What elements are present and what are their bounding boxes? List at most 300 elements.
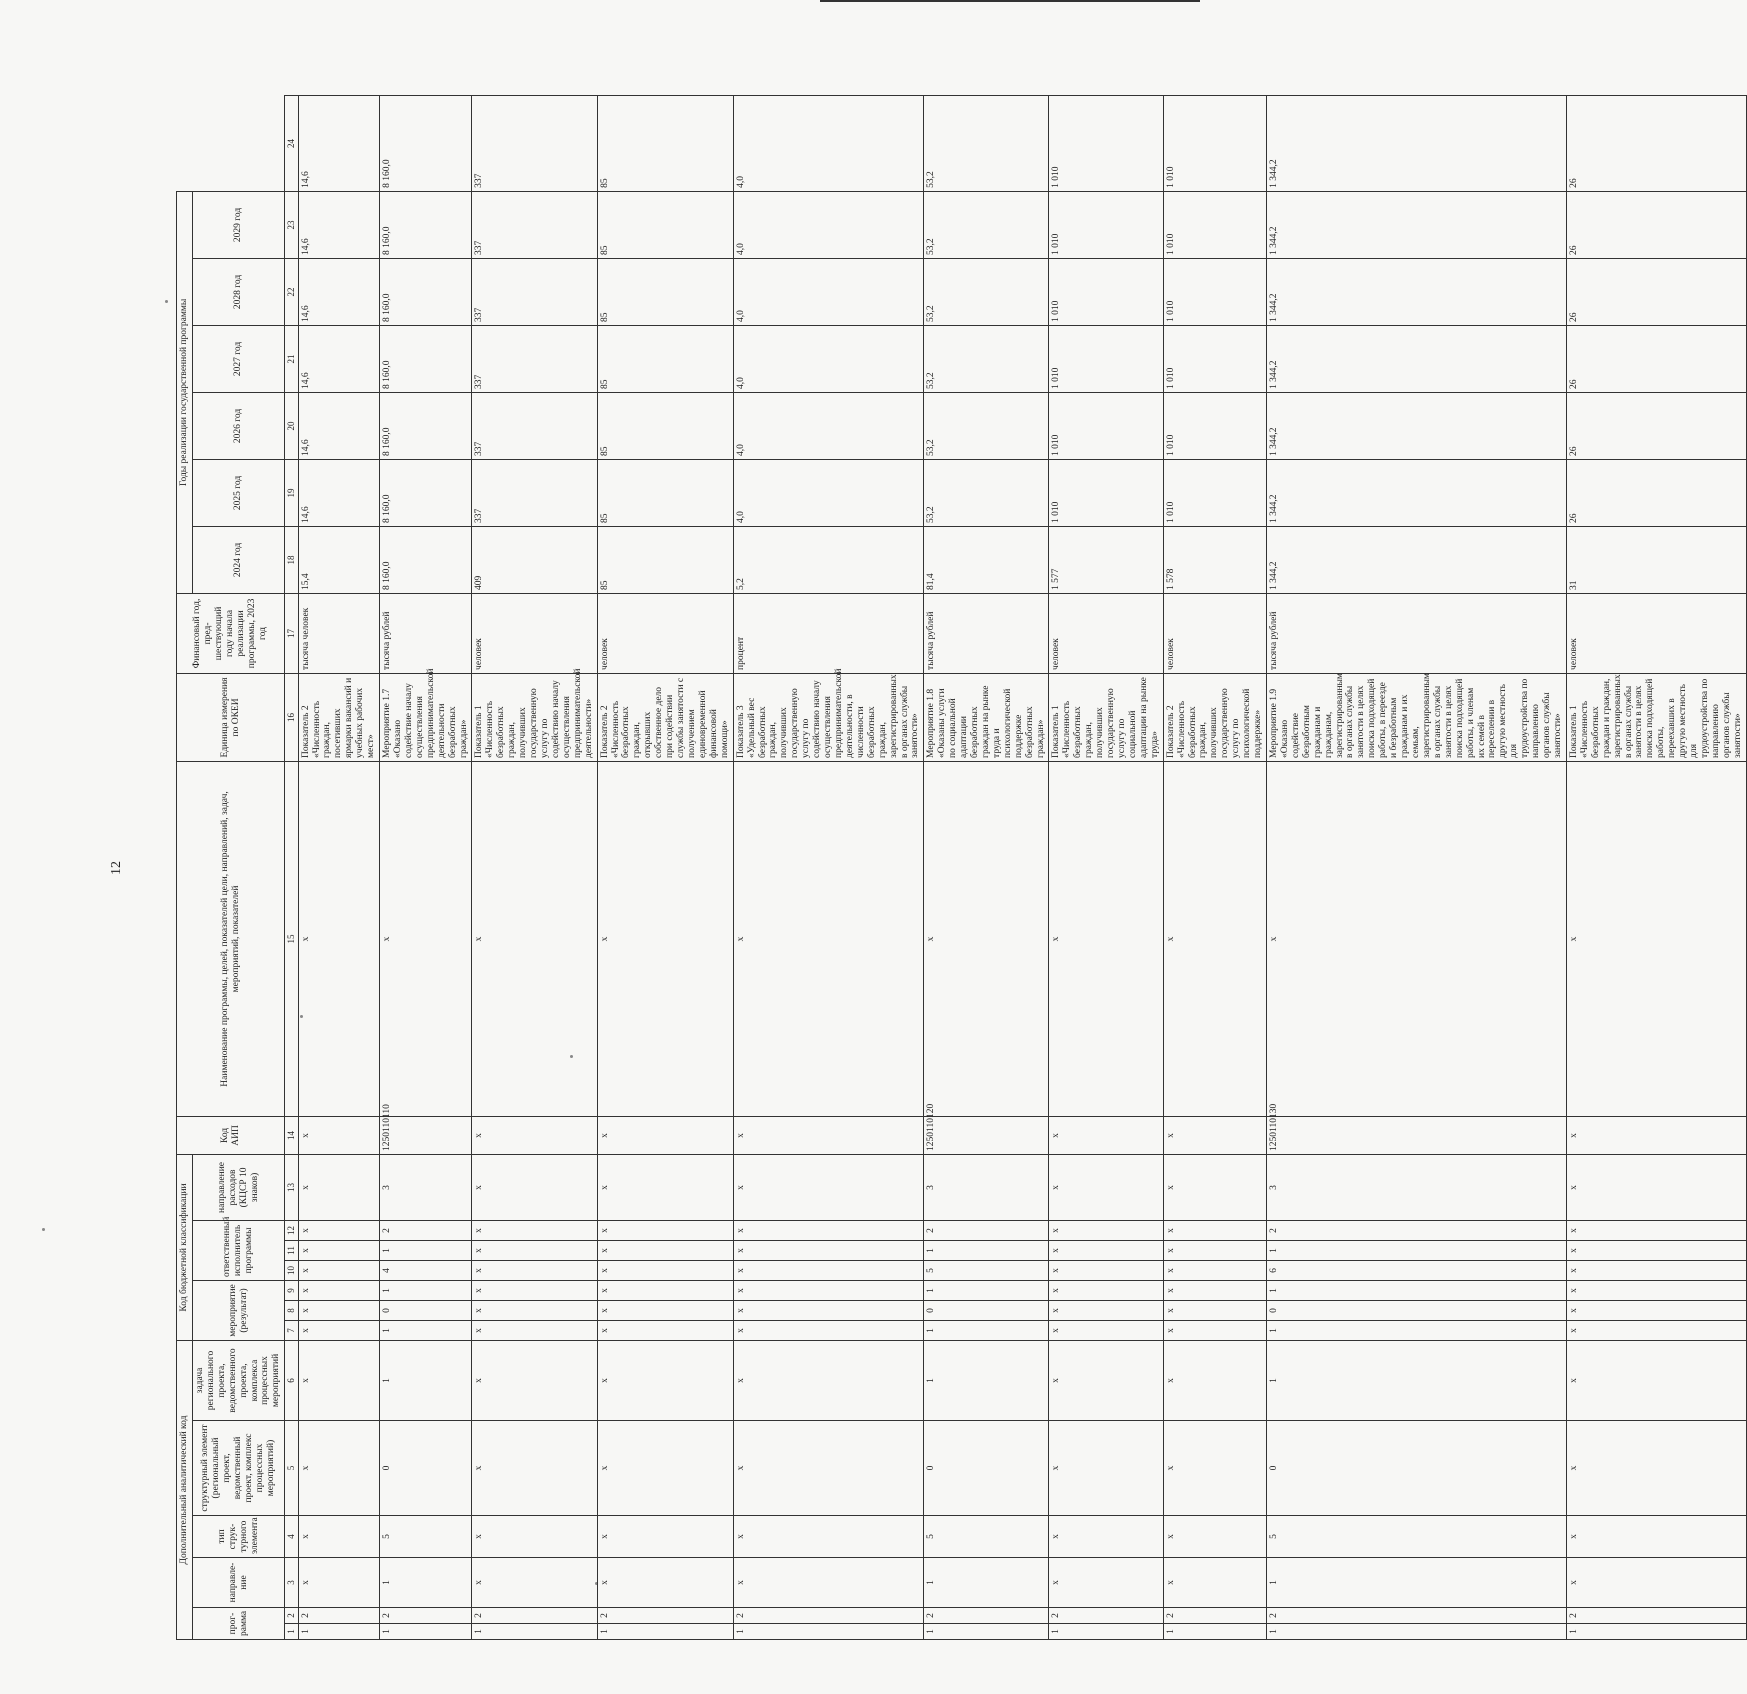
value-cell: 1 344,2 (1267, 325, 1567, 392)
code-cell: x (298, 1220, 379, 1240)
column-number: 2 (285, 1608, 298, 1624)
code-cell: 1 (1049, 1624, 1163, 1640)
code-cell: 1 (472, 1624, 597, 1640)
header-year: 2026 год (192, 392, 284, 459)
scan-speck (165, 300, 168, 303)
value-cell: 85 (597, 325, 733, 392)
code-cell: x (1163, 1558, 1266, 1608)
code-cell: 3 (1267, 1154, 1567, 1220)
table-row (380, 96, 472, 1640)
header-year: 2024 год (192, 526, 284, 593)
code-cell: x (1566, 1240, 1746, 1260)
value-cell: 85 (597, 526, 733, 593)
row-unit: человек (472, 593, 597, 673)
code-cell: 1 (298, 1624, 379, 1640)
code-cell: x (1163, 1340, 1266, 1420)
code-cell: 0 (1267, 1300, 1567, 1320)
column-number: 4 (285, 1516, 298, 1558)
code-cell: 1 (380, 1280, 472, 1300)
value-cell: 15,4 (298, 526, 379, 593)
code-cell: 1 (597, 1624, 733, 1640)
row-unit: процент (733, 593, 924, 673)
code-cell: 3 (380, 1154, 472, 1220)
value-cell: 1 010 (1163, 258, 1266, 325)
code-cell: x (1049, 1320, 1163, 1340)
value-cell: 1 010 (1049, 96, 1163, 192)
code-cell: x (1049, 1340, 1163, 1420)
value-cell: 1 010 (1163, 459, 1266, 526)
value-cell: 53,2 (924, 325, 1049, 392)
header-budget-code: Код бюджетной классификации (177, 1154, 193, 1340)
code-cell: x (1049, 761, 1163, 1116)
value-cell: 26 (1566, 392, 1746, 459)
code-cell: x (597, 1240, 733, 1260)
code-cell: x (733, 1340, 924, 1420)
code-cell: 1 (380, 1558, 472, 1608)
header-fin-year: Финансовый год, пред-шествующий году начала реализации программы, 2023 год (177, 593, 285, 673)
code-cell: 1250110130 (1267, 1116, 1567, 1154)
table-row (597, 96, 733, 1640)
code-cell: 1 (1267, 1624, 1567, 1640)
value-cell: 26 (1566, 258, 1746, 325)
column-number: 20 (285, 392, 298, 459)
code-cell: x (1163, 1320, 1266, 1340)
value-cell: 53,2 (924, 191, 1049, 258)
value-cell: 4,0 (733, 325, 924, 392)
code-cell: x (733, 1260, 924, 1280)
code-cell: x (298, 1558, 379, 1608)
code-cell: x (597, 1320, 733, 1340)
code-cell: x (472, 1421, 597, 1516)
row-name: Мероприятие 1.8 «Оказаны услуги по социальной адаптации безработных граждан на рынке труда и психологической поддержке безработных граждан» (924, 673, 1049, 761)
code-cell: 5 (380, 1516, 472, 1558)
value-cell: 1 344,2 (1267, 96, 1567, 192)
row-name: Показатель 3 «Удельный вес безработных граждан, получивших государственную услугу по содействию началу осуществления предпринимательской деятельности, в численности безработных граждан, зарегистрированных в органах службы занятости» (733, 673, 924, 761)
value-cell: 4,0 (733, 258, 924, 325)
code-cell: 2 (472, 1608, 597, 1624)
value-cell: 4,0 (733, 191, 924, 258)
column-number: 19 (285, 459, 298, 526)
column-number: 21 (285, 325, 298, 392)
code-cell: x (298, 1421, 379, 1516)
row-name: Показатель 1 «Численность безработных граждан, получивших государственную услугу по содействию началу осуществления предпринимательской деятельности» (472, 673, 597, 761)
header-year: 2025 год (192, 459, 284, 526)
code-cell: x (733, 761, 924, 1116)
program-table (176, 95, 1747, 1640)
value-cell: 337 (472, 258, 597, 325)
column-number: 12 (285, 1220, 298, 1240)
value-cell: 1 010 (1049, 191, 1163, 258)
row-unit: тысяча рублей (924, 593, 1049, 673)
value-cell: 26 (1566, 96, 1746, 192)
column-number: 23 (285, 191, 298, 258)
value-cell: 85 (597, 258, 733, 325)
code-cell: 0 (380, 1300, 472, 1320)
code-cell: 1 (924, 1240, 1049, 1260)
value-cell: 8 160,0 (380, 526, 472, 593)
column-number: 3 (285, 1558, 298, 1608)
column-numbers-row (285, 96, 298, 1640)
row-name: Показатель 1 «Численность безработных граждан, получивших государственную услугу по социальной адаптации на рынке труда» (1049, 673, 1163, 761)
code-cell: x (298, 1260, 379, 1280)
value-cell: 1 344,2 (1267, 526, 1567, 593)
value-cell: 1 344,2 (1267, 392, 1567, 459)
value-cell: 337 (472, 459, 597, 526)
code-cell: x (597, 1154, 733, 1220)
value-cell: 26 (1566, 325, 1746, 392)
header-program: прог-рамма (192, 1608, 284, 1640)
value-cell: 8 160,0 (380, 392, 472, 459)
code-cell: x (1163, 1154, 1266, 1220)
code-cell: x (597, 1340, 733, 1420)
code-cell: x (1163, 1280, 1266, 1300)
value-cell: 1 577 (1049, 526, 1163, 593)
code-cell: 2 (1163, 1608, 1266, 1624)
code-cell: x (597, 1116, 733, 1154)
table-row (472, 96, 597, 1640)
code-cell: x (597, 1421, 733, 1516)
code-cell: x (1163, 1220, 1266, 1240)
row-unit: человек (1566, 593, 1746, 673)
column-number: 15 (285, 761, 298, 1116)
code-cell: x (1163, 761, 1266, 1116)
row-name: Показатель 2 «Численность безработных граждан, открывших собственное дело при содействии службы занятости с получением единовременной финансовой помощи» (597, 673, 733, 761)
code-cell: 4 (380, 1260, 472, 1280)
column-number: 7 (285, 1320, 298, 1340)
value-cell: 337 (472, 325, 597, 392)
code-cell: x (472, 1558, 597, 1608)
value-cell: 337 (472, 191, 597, 258)
code-cell: x (1566, 761, 1746, 1116)
code-cell: 0 (380, 1421, 472, 1516)
code-cell: x (1163, 1240, 1266, 1260)
column-number: 14 (285, 1116, 298, 1154)
code-cell: x (472, 1260, 597, 1280)
code-cell: 1 (380, 1340, 472, 1420)
code-cell: 1 (924, 1558, 1049, 1608)
code-cell: x (1566, 1280, 1746, 1300)
code-cell: x (1163, 1516, 1266, 1558)
code-cell: 1 (1566, 1624, 1746, 1640)
code-cell: 2 (1049, 1608, 1163, 1624)
code-cell: 1 (1163, 1624, 1266, 1640)
code-cell: x (733, 1558, 924, 1608)
value-cell: 81,4 (924, 526, 1049, 593)
code-cell: x (733, 1320, 924, 1340)
table-row (1163, 96, 1266, 1640)
code-cell: x (733, 1300, 924, 1320)
value-cell: 1 010 (1163, 392, 1266, 459)
code-cell: x (298, 1300, 379, 1320)
code-cell: x (1163, 1421, 1266, 1516)
value-cell: 8 160,0 (380, 96, 472, 192)
code-cell: 1250110120 (924, 1116, 1049, 1154)
code-cell: 1 (924, 1280, 1049, 1300)
value-cell: 8 160,0 (380, 258, 472, 325)
value-cell: 85 (597, 392, 733, 459)
header-type: тип струк-турного элемента (192, 1516, 284, 1558)
header-name: Наименование программы, целей, показателей цели, направлений, задач, мероприятий, показателей (177, 761, 285, 1116)
value-cell: 1 344,2 (1267, 258, 1567, 325)
table-row (924, 96, 1049, 1640)
value-cell: 53,2 (924, 96, 1049, 192)
code-cell: x (924, 761, 1049, 1116)
code-cell: x (298, 1320, 379, 1340)
code-cell: x (472, 1320, 597, 1340)
value-cell: 8 160,0 (380, 325, 472, 392)
code-cell: 3 (924, 1154, 1049, 1220)
code-cell: 1 (1267, 1558, 1567, 1608)
code-cell: x (733, 1280, 924, 1300)
column-number: 6 (285, 1340, 298, 1420)
code-cell: 2 (1267, 1220, 1567, 1240)
value-cell: 8 160,0 (380, 459, 472, 526)
column-number: 11 (285, 1240, 298, 1260)
code-cell: 2 (1566, 1608, 1746, 1624)
row-unit: тысяча рублей (1267, 593, 1567, 673)
column-number: 17 (285, 593, 298, 673)
value-cell: 1 010 (1163, 96, 1266, 192)
column-number: 16 (285, 673, 298, 761)
code-cell: 0 (924, 1421, 1049, 1516)
code-cell: 1 (380, 1320, 472, 1340)
code-cell: 2 (1267, 1608, 1567, 1624)
code-cell: x (1049, 1516, 1163, 1558)
code-cell: x (1049, 1280, 1163, 1300)
code-cell: x (1566, 1116, 1746, 1154)
rotated-table-wrapper (176, 95, 1743, 1640)
code-cell: 2 (733, 1608, 924, 1624)
value-cell: 85 (597, 96, 733, 192)
value-cell: 1 010 (1049, 258, 1163, 325)
code-cell: x (597, 1300, 733, 1320)
code-cell: x (472, 1154, 597, 1220)
value-cell: 14,6 (298, 325, 379, 392)
code-cell: x (298, 1240, 379, 1260)
code-cell: x (472, 1220, 597, 1240)
code-cell: x (733, 1116, 924, 1154)
code-cell: x (1566, 1421, 1746, 1516)
value-cell: 14,6 (298, 258, 379, 325)
code-cell: x (472, 1116, 597, 1154)
column-number: 9 (285, 1280, 298, 1300)
header-year: 2028 год (192, 258, 284, 325)
value-cell: 1 578 (1163, 526, 1266, 593)
header-years: Годы реализации государственной программы (177, 191, 193, 593)
code-cell: x (597, 1220, 733, 1240)
row-unit: тысяча человек (298, 593, 379, 673)
code-cell: x (472, 1240, 597, 1260)
code-cell: x (733, 1220, 924, 1240)
value-cell: 53,2 (924, 459, 1049, 526)
value-cell: 1 010 (1163, 191, 1266, 258)
column-number: 13 (285, 1154, 298, 1220)
value-cell: 53,2 (924, 258, 1049, 325)
column-number: 1 (285, 1624, 298, 1640)
column-number: 10 (285, 1260, 298, 1280)
code-cell: x (597, 1558, 733, 1608)
code-cell: x (733, 1516, 924, 1558)
code-cell: 1 (380, 1240, 472, 1260)
code-cell: x (1566, 1260, 1746, 1280)
code-cell: x (1566, 1558, 1746, 1608)
code-cell: x (1049, 1116, 1163, 1154)
code-cell: 5 (924, 1260, 1049, 1280)
page-number: 12 (109, 861, 124, 875)
code-cell: 1 (733, 1624, 924, 1640)
code-cell: 6 (1267, 1260, 1567, 1280)
header-executor: ответственный исполнитель программы (192, 1220, 284, 1280)
table-row (1049, 96, 1163, 1640)
value-cell: 14,6 (298, 459, 379, 526)
value-cell: 1 010 (1049, 459, 1163, 526)
table-row (1267, 96, 1567, 1640)
row-name: Показатель 2 «Численность граждан, посетивших ярмарки вакансий и учебных рабочих мест» (298, 673, 379, 761)
table-row (1566, 96, 1746, 1640)
code-cell: x (1566, 1320, 1746, 1340)
top-edge-line (820, 0, 1200, 2)
code-cell: 1 (1267, 1340, 1567, 1420)
value-cell: 1 010 (1049, 392, 1163, 459)
code-cell: 2 (298, 1608, 379, 1624)
code-cell: 1 (924, 1624, 1049, 1640)
code-cell: 5 (1267, 1516, 1567, 1558)
header-year: 2029 год (192, 191, 284, 258)
code-cell: x (380, 761, 472, 1116)
code-cell: x (472, 1340, 597, 1420)
row-name: Показатель 2 «Численность безработных граждан, получивших государственную услугу по психологической поддержке» (1163, 673, 1266, 761)
header-year: 2027 год (192, 325, 284, 392)
value-cell: 14,6 (298, 392, 379, 459)
code-cell: x (1049, 1300, 1163, 1320)
header-unit: Единица измерения по ОКЕИ (177, 673, 285, 761)
value-cell: 1 010 (1163, 325, 1266, 392)
header-direction: направле-ние (192, 1558, 284, 1608)
code-cell: x (1267, 761, 1567, 1116)
table-body (298, 96, 1746, 1640)
value-cell: 1 010 (1049, 325, 1163, 392)
table-row (733, 96, 924, 1640)
row-unit: человек (1163, 593, 1266, 673)
code-cell: x (733, 1154, 924, 1220)
value-cell: 5,2 (733, 526, 924, 593)
code-cell: x (472, 761, 597, 1116)
code-cell: 0 (924, 1300, 1049, 1320)
code-cell: x (1566, 1340, 1746, 1420)
code-cell: 1 (924, 1320, 1049, 1340)
code-cell: 1 (1267, 1280, 1567, 1300)
value-cell: 85 (597, 459, 733, 526)
code-cell: x (733, 1240, 924, 1260)
code-cell: x (597, 1516, 733, 1558)
value-cell: 4,0 (733, 392, 924, 459)
code-cell: x (1049, 1421, 1163, 1516)
code-cell: 1 (924, 1340, 1049, 1420)
code-cell: x (298, 1516, 379, 1558)
code-cell: x (1163, 1260, 1266, 1280)
value-cell: 31 (1566, 526, 1746, 593)
row-unit: человек (597, 593, 733, 673)
value-cell: 1 344,2 (1267, 459, 1567, 526)
column-number: 5 (285, 1421, 298, 1516)
value-cell: 8 160,0 (380, 191, 472, 258)
header-additional-code: Дополнительный аналитический код (177, 1340, 193, 1639)
code-cell: 2 (380, 1608, 472, 1624)
code-cell: x (472, 1300, 597, 1320)
value-cell: 4,0 (733, 96, 924, 192)
code-cell: 2 (597, 1608, 733, 1624)
value-cell: 85 (597, 191, 733, 258)
header-expense: направление расходов (КЦСР 10 знаков) (192, 1154, 284, 1220)
code-cell: x (597, 1280, 733, 1300)
code-cell: x (298, 1340, 379, 1420)
code-cell: x (1049, 1558, 1163, 1608)
code-cell: 0 (1267, 1421, 1567, 1516)
value-cell: 14,6 (298, 191, 379, 258)
code-cell: x (1163, 1300, 1266, 1320)
value-cell: 26 (1566, 459, 1746, 526)
code-cell: x (472, 1280, 597, 1300)
header-struct: структурный элемент (региональный проект, ведомственный проект, комплекс процессных мероприятий) (192, 1421, 284, 1516)
code-cell: x (298, 1280, 379, 1300)
table-row (298, 96, 379, 1640)
code-cell: 2 (380, 1220, 472, 1240)
code-cell: x (1566, 1154, 1746, 1220)
scan-speck (42, 1228, 45, 1231)
value-cell: 14,6 (298, 96, 379, 192)
code-cell: 5 (924, 1516, 1049, 1558)
code-cell: x (1049, 1220, 1163, 1240)
code-cell: 1250110110 (380, 1116, 472, 1154)
code-cell: x (1566, 1220, 1746, 1240)
code-cell: x (298, 1154, 379, 1220)
row-unit: человек (1049, 593, 1163, 673)
header-task: задача регионального проекта, ведомственного проекта, комплекса процессных мероприятий (192, 1340, 284, 1420)
code-cell: x (298, 761, 379, 1116)
value-cell: 1 344,2 (1267, 191, 1567, 258)
value-cell: 26 (1566, 191, 1746, 258)
value-cell: 337 (472, 96, 597, 192)
code-cell: x (1049, 1260, 1163, 1280)
value-cell: 409 (472, 526, 597, 593)
column-number: 8 (285, 1300, 298, 1320)
row-name: Показатель 1 «Численность безработных граждан и граждан, зарегистрированных в органах службы занятости в целях поиска подходящей работы, переехавших в другую местность для трудоустройства по направлению органов службы занятости» (1566, 673, 1746, 761)
value-cell: 53,2 (924, 392, 1049, 459)
value-cell: 4,0 (733, 459, 924, 526)
column-number: 18 (285, 526, 298, 593)
code-cell: x (1049, 1154, 1163, 1220)
code-cell: x (1049, 1240, 1163, 1260)
code-cell: x (472, 1516, 597, 1558)
row-unit: тысяча рублей (380, 593, 472, 673)
code-cell: x (597, 761, 733, 1116)
code-cell: 1 (1267, 1320, 1567, 1340)
code-cell: 2 (924, 1608, 1049, 1624)
code-cell: 1 (1267, 1240, 1567, 1260)
column-number: 22 (285, 258, 298, 325)
code-cell: x (597, 1260, 733, 1280)
row-name: Мероприятие 1.7 «Оказано содействие началу осуществления предпринимательской деятельности безработных граждан» (380, 673, 472, 761)
code-cell: 2 (924, 1220, 1049, 1240)
code-cell: x (1566, 1300, 1746, 1320)
header-aip: Код АИП (177, 1116, 285, 1154)
code-cell: x (298, 1116, 379, 1154)
column-number: 24 (285, 96, 298, 192)
code-cell: x (1566, 1516, 1746, 1558)
row-name: Мероприятие 1.9 «Оказано содействие безработным гражданам и гражданам, зарегистрированным в органах службы занятости в целях поиска подходящей работы, в переезде и безработным гражданам и их семьям, зарегистрированным в органах службы занятости в целях поиска подходящей работы, и членам их семей в переселении в другую местность для трудоустройства по направлению органов службы занятости» (1267, 673, 1567, 761)
code-cell: 1 (380, 1624, 472, 1640)
header-measure: мероприятие (результат) (192, 1280, 284, 1340)
